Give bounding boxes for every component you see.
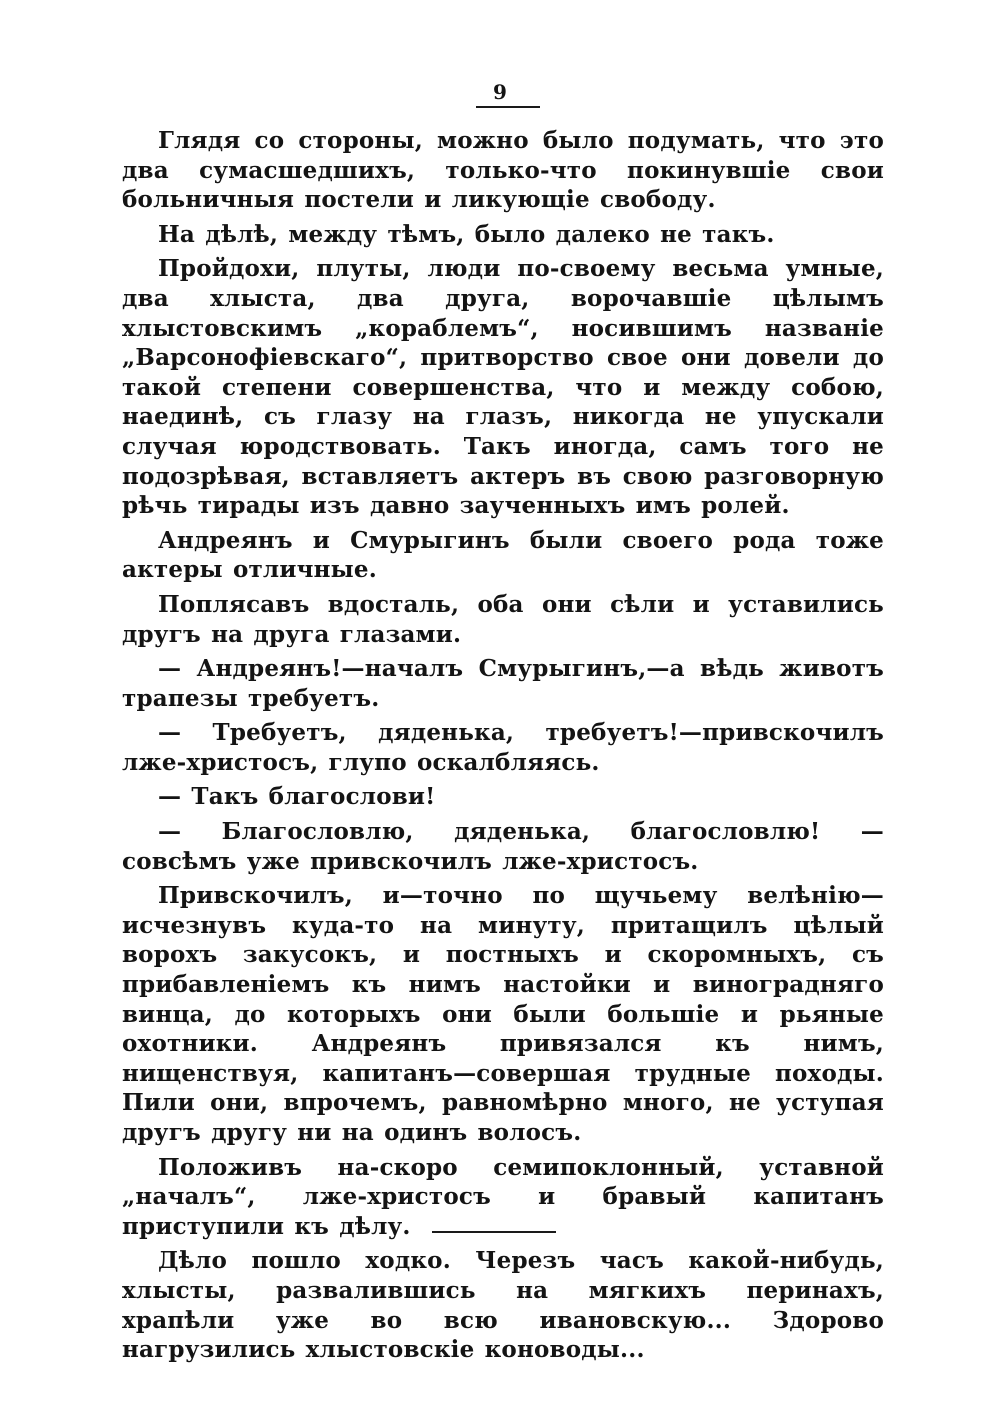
dialogue-line: — Такъ благослови!: [158, 783, 436, 811]
paragraph: Положивъ на-скоро семипоклонный, уставной „началъ“, лже-христосъ и бравый капитанъ приступили къ дѣлу.: [122, 1153, 884, 1240]
paragraph: Глядя со стороны, можно было подумать, что это два сумасшедшихъ, только-что покинувшіе свои больничныя постели и ликующіе свободу.: [122, 127, 884, 214]
paragraph: Привскочилъ, и—точно по щучьему велѣнію—исчезнувъ куда-то на минуту, притащилъ цѣлый ворохъ закусокъ, и постныхъ и скоромныхъ, съ прибавленіемъ къ нимъ настойки и виноградняго винца, до которыхъ они были большіе и рьяные охотники. Андреянъ привязался къ нимъ, нищенствуя, капитанъ—совершая трудные походы. Пили они, впрочемъ, равномѣрно много, не уступая другъ другу ни на одинъ волосъ.: [122, 882, 884, 1146]
paragraph: Поплясавъ вдосталь, оба они сѣли и уставились другъ на друга глазами.: [122, 590, 884, 648]
dialogue-line: — Андреянъ!—началъ Смурыгинъ,—а вѣдь животъ трапезы требуетъ.: [122, 655, 884, 712]
paragraph: На дѣлѣ, между тѣмъ, было далеко не такъ.: [158, 220, 775, 248]
page-number: 9: [493, 80, 507, 104]
dialogue-line: — Требуетъ, дяденька, требуетъ!—привскочилъ лже-христосъ, глупо оскалбляясь.: [122, 719, 884, 776]
section-end-rule: [432, 1231, 556, 1233]
dialogue-line: — Благословлю, дяденька, благословлю! — совсѣмъ уже привскочилъ лже-христосъ.: [122, 818, 884, 875]
page-number-underline: [476, 106, 540, 108]
paragraph: Дѣло пошло ходко. Черезъ часъ какой-нибудь, хлысты, развалившись на мягкихъ перинахъ, храпѣли уже во всю ивановскую... Здорово нагрузились хлыстовскіе коноводы...: [122, 1247, 884, 1364]
body-text: [122, 126, 884, 1370]
paragraph: Пройдохи, плуты, люди по-своему весьма умные, два хлыста, два друга, ворочавшіе цѣлымъ хлыстовскимъ „кораблемъ“, носившимъ названіе „Варсонофіевскаго“, притворство свое они довели до такой степени совершенства, что и между собою, наединѣ, съ глазу на глазъ, никогда не упускали случая юродствовать. Такъ иногда, самъ того не подозрѣвая, вставляетъ актеръ въ свою разговорную рѣчь тирады изъ давно заученныхъ имъ ролей.: [122, 255, 884, 520]
paragraph: Андреянъ и Смурыгинъ были своего рода тоже актеры отличные.: [122, 526, 884, 584]
